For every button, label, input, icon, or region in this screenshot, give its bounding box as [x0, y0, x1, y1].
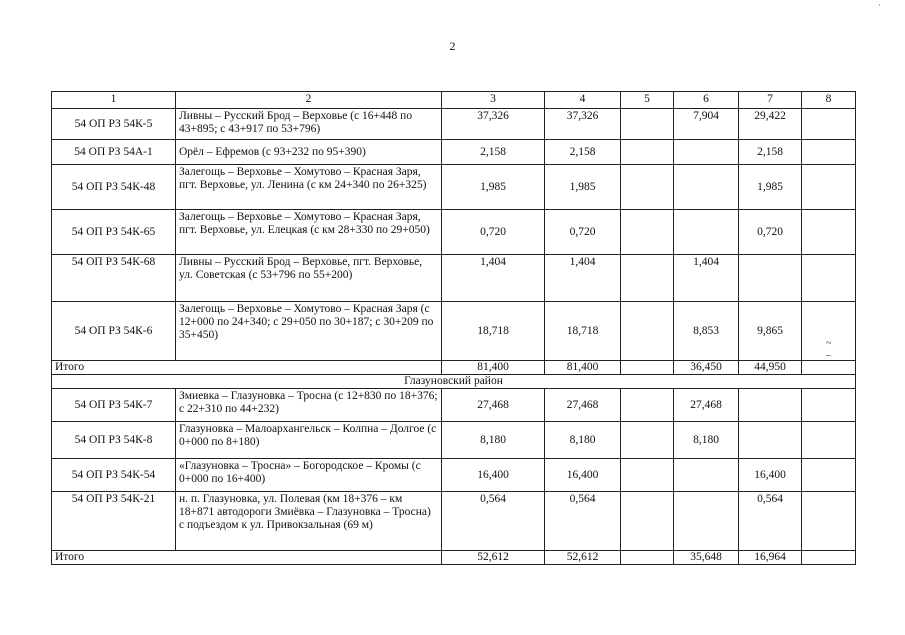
cell-col8	[802, 459, 856, 492]
road-name: Залегощь – Верховье – Хомутово – Красная Заря, пгт. Верховье, ул. Ленина (с км 24+340 по 26+325)	[176, 165, 442, 210]
road-name: Глазуновка – Малоархангельск – Колпна – Долгое (с 0+000 по 8+180)	[176, 422, 442, 459]
cell-col6	[674, 140, 739, 165]
scan-mark: ·	[878, 0, 881, 10]
total-col3: 81,400	[442, 361, 545, 375]
cell-col5	[621, 422, 674, 459]
cell-col3: 8,180	[442, 422, 545, 459]
table-row	[52, 140, 856, 165]
cell-col4: 27,468	[545, 389, 621, 422]
header-row	[52, 92, 856, 109]
cell-col6	[674, 492, 739, 551]
cell-col5	[621, 140, 674, 165]
road-name: н. п. Глазуновка, ул. Полевая (км 18+376 – км 18+871 автодороги Змиёвка – Глазуновка – Тросна) с подъездом к ул. Привокзальная (69 м)	[176, 492, 442, 551]
cell-col4: 0,564	[545, 492, 621, 551]
cell-col4: 16,400	[545, 459, 621, 492]
cell-col8	[802, 255, 856, 302]
road-code: 54 ОП РЗ 54К-54	[52, 459, 176, 492]
cell-col8	[802, 109, 856, 140]
cell-col6	[674, 459, 739, 492]
cell-col5	[621, 109, 674, 140]
road-name: Ливны – Русский Брод – Верховье, пгт. Верховье, ул. Советская (с 53+796 по 55+200)	[176, 255, 442, 302]
total-col6: 35,648	[674, 551, 739, 565]
total-row	[52, 361, 856, 375]
cell-col4: 1,404	[545, 255, 621, 302]
roads-table	[51, 91, 856, 565]
road-name: «Глазуновка – Тросна» – Богородское – Кромы (с 0+000 по 16+400)	[176, 459, 442, 492]
cell-col7: 0,564	[739, 492, 802, 551]
cell-col8	[802, 140, 856, 165]
road-code: 54 ОП РЗ 54А-1	[52, 140, 176, 165]
total-label: Итого	[52, 551, 442, 565]
table-row	[52, 109, 856, 140]
cell-col4: 2,158	[545, 140, 621, 165]
cell-col4: 1,985	[545, 165, 621, 210]
cell-col7	[739, 389, 802, 422]
table-row	[52, 459, 856, 492]
cell-col6: 8,180	[674, 422, 739, 459]
cell-col8	[802, 422, 856, 459]
road-name: Залегощь – Верховье – Хомутово – Красная Заря, пгт. Верховье, ул. Елецкая (с км 28+330 по 29+050)	[176, 210, 442, 255]
total-col4: 52,612	[545, 551, 621, 565]
total-label: Итого	[52, 361, 442, 375]
road-code: 54 ОП РЗ 54К-65	[52, 210, 176, 255]
cell-col7: 9,865	[739, 302, 802, 361]
cell-col8	[802, 210, 856, 255]
column-header: 1	[52, 92, 176, 109]
cell-col6: 1,404	[674, 255, 739, 302]
cell-col7: 16,400	[739, 459, 802, 492]
cell-col7: 0,720	[739, 210, 802, 255]
cell-col5	[621, 165, 674, 210]
section-row	[52, 375, 856, 389]
cell-col3: 37,326	[442, 109, 545, 140]
cell-col3: 2,158	[442, 140, 545, 165]
table-row	[52, 165, 856, 210]
total-row	[52, 551, 856, 565]
section-title: Глазуновский район	[52, 375, 856, 389]
total-col8	[802, 551, 856, 565]
cell-col7	[739, 255, 802, 302]
table-row	[52, 302, 856, 361]
road-code: 54 ОП РЗ 54К-6	[52, 302, 176, 361]
road-code: 54 ОП РЗ 54К-5	[52, 109, 176, 140]
cell-col5	[621, 302, 674, 361]
road-code: 54 ОП РЗ 54К-48	[52, 165, 176, 210]
cell-col3: 18,718	[442, 302, 545, 361]
road-name: Змиевка – Глазуновка – Тросна (с 12+830 по 18+376; с 22+310 по 44+232)	[176, 389, 442, 422]
table-row	[52, 389, 856, 422]
total-col8	[802, 361, 856, 375]
cell-col6: 8,853	[674, 302, 739, 361]
road-code: 54 ОП РЗ 54К-21	[52, 492, 176, 551]
cell-col6	[674, 165, 739, 210]
cell-col5	[621, 210, 674, 255]
column-header: 3	[442, 92, 545, 109]
cell-col8	[802, 165, 856, 210]
total-col5	[621, 551, 674, 565]
column-header: 6	[674, 92, 739, 109]
table-row	[52, 210, 856, 255]
cell-col3: 16,400	[442, 459, 545, 492]
total-col6: 36,450	[674, 361, 739, 375]
cell-col5	[621, 492, 674, 551]
road-code: 54 ОП РЗ 54К-68	[52, 255, 176, 302]
cell-col6: 7,904	[674, 109, 739, 140]
cell-col5	[621, 459, 674, 492]
cell-col8	[802, 492, 856, 551]
scan-marks: ~ –	[826, 338, 832, 361]
cell-col7: 1,985	[739, 165, 802, 210]
road-code: 54 ОП РЗ 54К-7	[52, 389, 176, 422]
cell-col7	[739, 422, 802, 459]
road-name: Ливны – Русский Брод – Верховье (с 16+448 по 43+895; с 43+917 по 53+796)	[176, 109, 442, 140]
column-header: 8	[802, 92, 856, 109]
table-row	[52, 422, 856, 459]
cell-col4: 18,718	[545, 302, 621, 361]
total-col7: 16,964	[739, 551, 802, 565]
total-col3: 52,612	[442, 551, 545, 565]
cell-col3: 1,985	[442, 165, 545, 210]
road-code: 54 ОП РЗ 54К-8	[52, 422, 176, 459]
cell-col3: 0,720	[442, 210, 545, 255]
road-name: Орёл – Ефремов (с 93+232 по 95+390)	[176, 140, 442, 165]
cell-col5	[621, 255, 674, 302]
road-name: Залегощь – Верховье – Хомутово – Красная Заря (с 12+000 по 24+340; с 29+050 по 30+187; с 30+209 по 35+450)	[176, 302, 442, 361]
total-col4: 81,400	[545, 361, 621, 375]
cell-col4: 0,720	[545, 210, 621, 255]
cell-col5	[621, 389, 674, 422]
column-header: 4	[545, 92, 621, 109]
column-header: 7	[739, 92, 802, 109]
column-header: 2	[176, 92, 442, 109]
cell-col7: 2,158	[739, 140, 802, 165]
cell-col3: 1,404	[442, 255, 545, 302]
cell-col6: 27,468	[674, 389, 739, 422]
cell-col8	[802, 389, 856, 422]
cell-col4: 37,326	[545, 109, 621, 140]
cell-col3: 27,468	[442, 389, 545, 422]
table-row	[52, 255, 856, 302]
total-col7: 44,950	[739, 361, 802, 375]
page-number: 2	[449, 39, 456, 53]
table-row	[52, 492, 856, 551]
cell-col6	[674, 210, 739, 255]
total-col5	[621, 361, 674, 375]
cell-col3: 0,564	[442, 492, 545, 551]
column-header: 5	[621, 92, 674, 109]
cell-col4: 8,180	[545, 422, 621, 459]
cell-col7: 29,422	[739, 109, 802, 140]
